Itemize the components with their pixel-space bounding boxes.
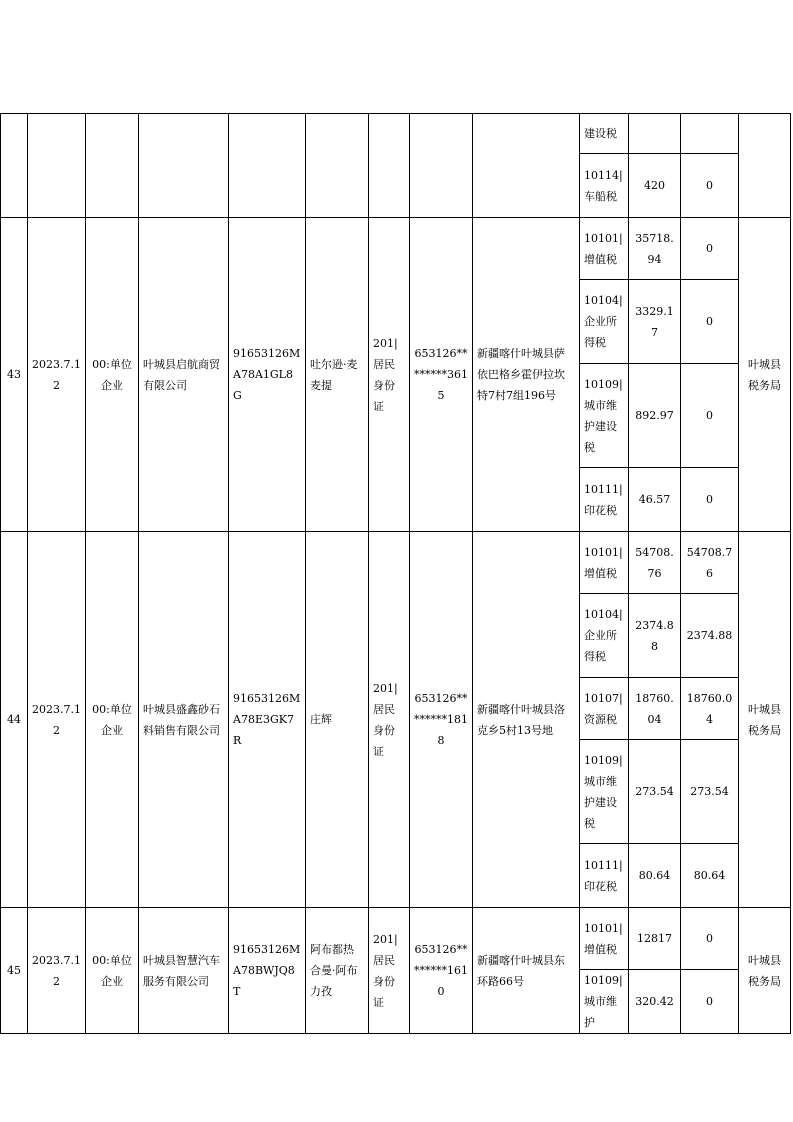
legal-representative-cell: 吐尔逊·麦麦提 — [306, 218, 369, 532]
id-number-cell — [410, 114, 473, 218]
arrears-amount-cell: 80.64 — [629, 844, 681, 908]
tax-item-cell: 10111|印花税 — [580, 468, 629, 532]
paid-amount-cell: 0 — [681, 970, 739, 1034]
table-row — [1, 218, 791, 280]
legal-representative-cell: 庄辉 — [306, 532, 369, 908]
date-cell: 2023.7.12 — [28, 218, 86, 532]
paid-amount-cell: 54708.76 — [681, 532, 739, 594]
tax-item-cell: 10107|资源税 — [580, 678, 629, 740]
arrears-amount-cell: 273.54 — [629, 740, 681, 844]
arrears-amount-cell: 2374.88 — [629, 594, 681, 678]
company-name-cell: 叶城县智慧汽车服务有限公司 — [139, 908, 229, 1034]
paid-amount-cell: 18760.04 — [681, 678, 739, 740]
arrears-amount-cell: 320.42 — [629, 970, 681, 1034]
company-name-cell — [139, 114, 229, 218]
paid-amount-cell: 80.64 — [681, 844, 739, 908]
arrears-amount-cell: 3329.17 — [629, 280, 681, 364]
arrears-amount-cell: 12817 — [629, 908, 681, 970]
arrears-amount-cell: 54708.76 — [629, 532, 681, 594]
paid-amount-cell: 0 — [681, 218, 739, 280]
tax-authority-cell: 叶城县税务局 — [739, 218, 791, 532]
taxpayer-type-cell: 00:单位企业 — [86, 908, 139, 1034]
arrears-amount-cell: 892.97 — [629, 364, 681, 468]
tax-item-cell: 10101|增值税 — [580, 218, 629, 280]
tax-item-cell: 10101|增值税 — [580, 532, 629, 594]
credit-code-cell — [229, 114, 306, 218]
credit-code-cell: 91653126MA78A1GL8G — [229, 218, 306, 532]
table-row — [1, 532, 791, 594]
id-number-cell: 653126********1818 — [410, 532, 473, 908]
paid-amount-cell: 0 — [681, 908, 739, 970]
address-cell — [473, 114, 580, 218]
id-type-cell — [369, 114, 410, 218]
arrears-amount-cell — [629, 114, 681, 154]
paid-amount-cell: 0 — [681, 364, 739, 468]
address-cell: 新疆喀什叶城县东环路66号 — [473, 908, 580, 1034]
company-name-cell: 叶城县盛鑫砂石料销售有限公司 — [139, 532, 229, 908]
tax-arrears-table — [0, 113, 791, 1034]
tax-item-cell: 10109|城市维护建设税 — [580, 740, 629, 844]
tax-item-cell: 10114|车船税 — [580, 154, 629, 218]
tax-authority-cell: 叶城县税务局 — [739, 908, 791, 1034]
taxpayer-type-cell: 00:单位企业 — [86, 218, 139, 532]
date-cell — [28, 114, 86, 218]
seq-cell: 43 — [1, 218, 28, 532]
tax-item-cell: 10104|企业所得税 — [580, 594, 629, 678]
arrears-amount-cell: 420 — [629, 154, 681, 218]
arrears-amount-cell: 18760.04 — [629, 678, 681, 740]
taxpayer-type-cell: 00:单位企业 — [86, 532, 139, 908]
company-name-cell: 叶城县启航商贸有限公司 — [139, 218, 229, 532]
tax-item-cell: 10104|企业所得税 — [580, 280, 629, 364]
arrears-amount-cell: 35718.94 — [629, 218, 681, 280]
seq-cell — [1, 114, 28, 218]
paid-amount-cell: 2374.88 — [681, 594, 739, 678]
tax-authority-cell — [739, 114, 791, 218]
credit-code-cell: 91653126MA78BWJQ8T — [229, 908, 306, 1034]
paid-amount-cell: 0 — [681, 468, 739, 532]
address-cell: 新疆喀什叶城县萨依巴格乡霍伊拉坎特7村7组196号 — [473, 218, 580, 532]
tax-item-cell: 10101|增值税 — [580, 908, 629, 970]
arrears-amount-cell: 46.57 — [629, 468, 681, 532]
date-cell: 2023.7.12 — [28, 908, 86, 1034]
table-row — [1, 114, 791, 154]
id-number-cell: 653126********3615 — [410, 218, 473, 532]
table-row — [1, 908, 791, 970]
tax-item-cell: 10109|城市维护 — [580, 970, 629, 1034]
id-type-cell: 201|居民身份证 — [369, 908, 410, 1034]
paid-amount-cell: 273.54 — [681, 740, 739, 844]
paid-amount-cell — [681, 114, 739, 154]
address-cell: 新疆喀什叶城县洛克乡5村13号地 — [473, 532, 580, 908]
tax-item-cell: 10109|城市维护建设税 — [580, 364, 629, 468]
paid-amount-cell: 0 — [681, 280, 739, 364]
taxpayer-type-cell — [86, 114, 139, 218]
seq-cell: 45 — [1, 908, 28, 1034]
id-type-cell: 201|居民身份证 — [369, 532, 410, 908]
paid-amount-cell: 0 — [681, 154, 739, 218]
legal-representative-cell: 阿布都热合曼·阿布力孜 — [306, 908, 369, 1034]
tax-item-cell: 建设税 — [580, 114, 629, 154]
tax-authority-cell: 叶城县税务局 — [739, 532, 791, 908]
legal-representative-cell — [306, 114, 369, 218]
tax-item-cell: 10111|印花税 — [580, 844, 629, 908]
id-type-cell: 201|居民身份证 — [369, 218, 410, 532]
seq-cell: 44 — [1, 532, 28, 908]
credit-code-cell: 91653126MA78E3GK7R — [229, 532, 306, 908]
date-cell: 2023.7.12 — [28, 532, 86, 908]
id-number-cell: 653126********1610 — [410, 908, 473, 1034]
